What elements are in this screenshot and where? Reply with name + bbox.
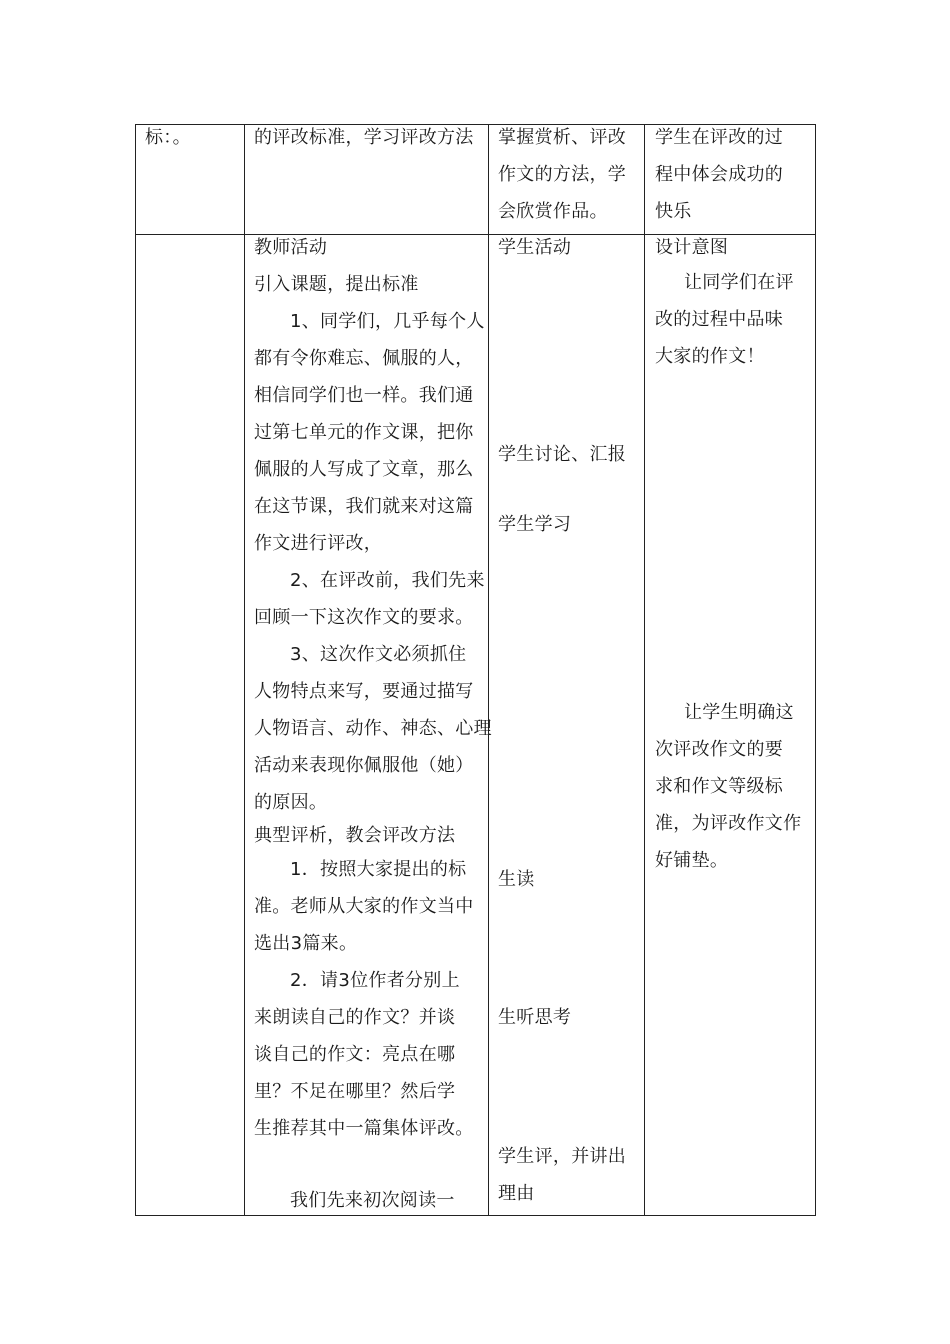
objective-label-cell: [145, 119, 191, 156]
teacher-activity-header: 教师活动: [254, 237, 328, 258]
text-line: 1、同学们，几乎每个人: [290, 311, 485, 332]
text-line: 好铺垫。: [655, 850, 729, 871]
objective-text-cell: [254, 119, 474, 156]
text-line: 让学生明确这: [684, 702, 794, 723]
text-line: 人物语言、动作、神态、心理: [254, 718, 492, 739]
text-line: 掌握赏析、评改: [498, 127, 627, 148]
text-line: 选出3篇来。: [254, 933, 358, 954]
text-line: 里？不足在哪里？然后学: [254, 1081, 456, 1102]
text-line: 3、这次作文必须抓住: [290, 644, 467, 665]
text-line: 活动来表现你佩服他（她）: [254, 755, 474, 776]
text-line: 都有令你难忘、佩服的人，: [254, 348, 474, 369]
text-line: 来朗读自己的作文？并谈: [254, 1007, 456, 1028]
emotion-goal-cell: [655, 119, 783, 230]
column-divider-1: [244, 124, 245, 1216]
student-activity-item: 学生学习: [498, 514, 572, 535]
text-line: 2．请3位作者分别上: [290, 970, 460, 991]
table-right-border: [815, 124, 816, 1216]
text-line: 次评改作文的要: [655, 739, 784, 760]
text-line: 准，为评改作文作: [655, 813, 802, 834]
text-line: 理由: [498, 1183, 535, 1204]
table-bottom-border: [135, 1215, 816, 1216]
text-line: 会欣赏作品。: [498, 201, 608, 222]
text-line: 在这节课，我们就来对这篇: [254, 496, 474, 517]
section-heading: 引入课题，提出标准: [254, 274, 419, 295]
text-line: 我们先来初次阅读一: [290, 1190, 455, 1211]
text-line: 大家的作文！: [655, 346, 765, 367]
text-line: 1．按照大家提出的标: [290, 859, 467, 880]
text-line: 让同学们在评: [684, 272, 794, 293]
student-activity-item: [498, 1138, 626, 1212]
section-heading: 典型评析，教会评改方法: [254, 825, 456, 846]
teacher-activity-cell: [254, 229, 492, 1147]
text-line: 作文的方法，学: [498, 164, 627, 185]
skill-goal-cell: [498, 119, 626, 230]
student-activity-header: 学生活动: [498, 237, 572, 258]
table-left-border: [135, 124, 136, 1216]
student-activity-item: 生读: [498, 869, 535, 890]
text-line: 程中体会成功的: [655, 164, 784, 185]
text-line: 2、在评改前，我们先来: [290, 570, 485, 591]
text-line: 佩服的人写成了文章，那么: [254, 459, 474, 480]
text-line: 学生评，并讲出: [498, 1146, 627, 1167]
text-line: 的原因。: [254, 792, 328, 813]
design-intent-header: 设计意图: [655, 237, 729, 258]
design-intent-item: [655, 264, 794, 375]
student-activity-item: 生听思考: [498, 1007, 572, 1028]
text-line: 生推荐其中一篇集体评改。: [254, 1118, 474, 1139]
text-line: 过第七单元的作文课，把你: [254, 422, 474, 443]
student-activity-item: 学生讨论、汇报: [498, 444, 627, 465]
text-line: 谈自己的作文：亮点在哪: [254, 1044, 456, 1065]
text-line: 的评改标准，学习评改方法: [254, 127, 474, 148]
text-line: 相信同学们也一样。我们通: [254, 385, 474, 406]
text-line: 快乐: [655, 201, 692, 222]
text-line: 改的过程中品味: [655, 309, 784, 330]
text-line: 回顾一下这次作文的要求。: [254, 607, 474, 628]
design-intent-item: [655, 694, 801, 879]
text-line: 作文进行评改，: [254, 533, 383, 554]
text-line: 人物特点来写，要通过描写: [254, 681, 474, 702]
objective-label: 标：。: [145, 127, 191, 148]
text-line: 求和作文等级标: [655, 776, 784, 797]
text-line: 准。老师从大家的作文当中: [254, 896, 474, 917]
text-line: 学生在评改的过: [655, 127, 784, 148]
column-divider-3: [644, 124, 645, 1216]
